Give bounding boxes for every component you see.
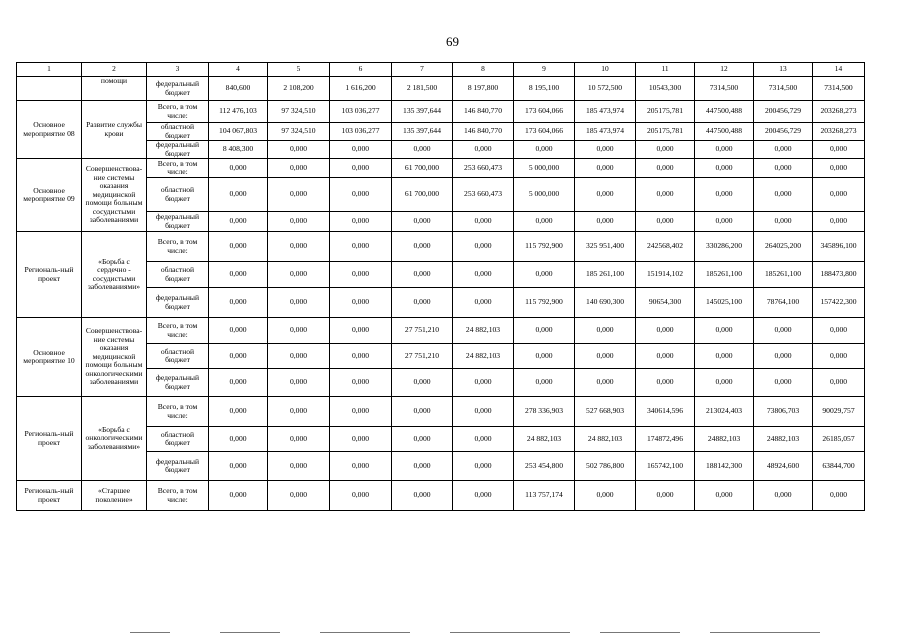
value-cell: 185261,100 bbox=[695, 262, 754, 288]
value-cell: 8 408,300 bbox=[209, 141, 268, 159]
value-cell: 0,000 bbox=[268, 141, 330, 159]
program-item-cell: Основное мероприятие 10 bbox=[17, 318, 82, 397]
value-cell: 264025,200 bbox=[754, 232, 813, 262]
value-cell: 253 454,800 bbox=[514, 452, 575, 481]
value-cell: 140 690,300 bbox=[575, 288, 636, 318]
value-cell: 112 476,103 bbox=[209, 101, 268, 123]
program-name-cell: помощи bbox=[82, 77, 147, 101]
program-name-cell: Совершенствова-ние системы оказания медицинской помощи больным сосудистыми заболеваниями bbox=[82, 159, 147, 232]
value-cell: 0,000 bbox=[330, 178, 392, 212]
value-cell: 330286,200 bbox=[695, 232, 754, 262]
value-cell: 0,000 bbox=[268, 452, 330, 481]
value-cell: 135 397,644 bbox=[392, 123, 453, 141]
value-cell: 173 604,066 bbox=[514, 123, 575, 141]
value-cell: 97 324,510 bbox=[268, 123, 330, 141]
value-cell: 0,000 bbox=[392, 369, 453, 397]
value-cell: 0,000 bbox=[453, 481, 514, 511]
value-cell: 61 700,000 bbox=[392, 178, 453, 212]
value-cell: 0,000 bbox=[392, 288, 453, 318]
value-cell: 0,000 bbox=[636, 212, 695, 232]
value-cell: 0,000 bbox=[636, 344, 695, 369]
value-cell: 0,000 bbox=[268, 178, 330, 212]
value-cell: 78764,100 bbox=[754, 288, 813, 318]
value-cell: 174872,496 bbox=[636, 427, 695, 452]
funding-source-cell: Всего, в том числе: bbox=[147, 159, 209, 178]
value-cell: 242568,402 bbox=[636, 232, 695, 262]
value-cell: 0,000 bbox=[330, 452, 392, 481]
value-cell: 0,000 bbox=[268, 318, 330, 344]
value-cell: 0,000 bbox=[813, 141, 865, 159]
value-cell: 10 572,500 bbox=[575, 77, 636, 101]
value-cell: 0,000 bbox=[636, 369, 695, 397]
value-cell: 0,000 bbox=[636, 178, 695, 212]
program-name-cell: «Борьба с онкологическими заболеваниями» bbox=[82, 397, 147, 481]
value-cell: 0,000 bbox=[330, 318, 392, 344]
table-row bbox=[17, 232, 865, 262]
value-cell: 8 197,800 bbox=[453, 77, 514, 101]
value-cell: 0,000 bbox=[575, 141, 636, 159]
header-cell: 7 bbox=[392, 63, 453, 77]
program-item-cell: Основное мероприятие 09 bbox=[17, 159, 82, 232]
header-cell: 1 bbox=[17, 63, 82, 77]
value-cell: 0,000 bbox=[268, 427, 330, 452]
value-cell: 97 324,510 bbox=[268, 101, 330, 123]
value-cell: 0,000 bbox=[695, 318, 754, 344]
value-cell: 0,000 bbox=[330, 344, 392, 369]
value-cell: 185 261,100 bbox=[575, 262, 636, 288]
value-cell: 0,000 bbox=[209, 262, 268, 288]
value-cell: 0,000 bbox=[575, 212, 636, 232]
value-cell: 0,000 bbox=[813, 178, 865, 212]
value-cell: 151914,102 bbox=[636, 262, 695, 288]
value-cell: 0,000 bbox=[695, 369, 754, 397]
value-cell: 203268,273 bbox=[813, 101, 865, 123]
value-cell: 0,000 bbox=[453, 288, 514, 318]
value-cell: 0,000 bbox=[209, 427, 268, 452]
value-cell: 253 660,473 bbox=[453, 159, 514, 178]
program-item-cell: Основное мероприятие 08 bbox=[17, 101, 82, 159]
value-cell: 135 397,644 bbox=[392, 101, 453, 123]
value-cell: 115 792,900 bbox=[514, 232, 575, 262]
value-cell: 0,000 bbox=[392, 397, 453, 427]
program-name-cell: «Борьба с сердечно - сосудистыми заболеваниями» bbox=[82, 232, 147, 318]
value-cell: 188473,800 bbox=[813, 262, 865, 288]
value-cell: 165742,100 bbox=[636, 452, 695, 481]
value-cell: 0,000 bbox=[209, 212, 268, 232]
value-cell: 0,000 bbox=[209, 344, 268, 369]
value-cell: 8 195,100 bbox=[514, 77, 575, 101]
value-cell: 0,000 bbox=[695, 481, 754, 511]
program-name-cell: «Старшее поколение» bbox=[82, 481, 147, 511]
value-cell: 447500,488 bbox=[695, 101, 754, 123]
header-cell: 11 bbox=[636, 63, 695, 77]
value-cell: 0,000 bbox=[453, 427, 514, 452]
funding-source-cell: областной бюджет bbox=[147, 262, 209, 288]
value-cell: 502 786,800 bbox=[575, 452, 636, 481]
table-row bbox=[17, 77, 865, 101]
value-cell: 145025,100 bbox=[695, 288, 754, 318]
value-cell: 0,000 bbox=[453, 262, 514, 288]
value-cell: 0,000 bbox=[813, 318, 865, 344]
header-cell: 12 bbox=[695, 63, 754, 77]
value-cell: 0,000 bbox=[268, 369, 330, 397]
value-cell: 0,000 bbox=[392, 262, 453, 288]
value-cell: 10543,300 bbox=[636, 77, 695, 101]
value-cell: 61 700,000 bbox=[392, 159, 453, 178]
funding-source-cell: Всего, в том числе: bbox=[147, 101, 209, 123]
table-row bbox=[17, 101, 865, 123]
value-cell: 0,000 bbox=[268, 288, 330, 318]
value-cell: 0,000 bbox=[392, 427, 453, 452]
value-cell: 104 067,803 bbox=[209, 123, 268, 141]
value-cell: 0,000 bbox=[695, 212, 754, 232]
value-cell: 73806,703 bbox=[754, 397, 813, 427]
value-cell: 0,000 bbox=[330, 159, 392, 178]
value-cell: 0,000 bbox=[209, 481, 268, 511]
value-cell: 185 473,974 bbox=[575, 123, 636, 141]
value-cell: 0,000 bbox=[575, 369, 636, 397]
value-cell: 0,000 bbox=[636, 141, 695, 159]
value-cell: 0,000 bbox=[209, 232, 268, 262]
value-cell: 0,000 bbox=[514, 369, 575, 397]
value-cell: 447500,488 bbox=[695, 123, 754, 141]
value-cell: 0,000 bbox=[695, 344, 754, 369]
value-cell: 253 660,473 bbox=[453, 178, 514, 212]
value-cell: 0,000 bbox=[392, 452, 453, 481]
value-cell: 0,000 bbox=[392, 481, 453, 511]
value-cell: 5 000,000 bbox=[514, 178, 575, 212]
program-item-cell bbox=[17, 77, 82, 101]
value-cell: 278 336,903 bbox=[514, 397, 575, 427]
value-cell: 5 000,000 bbox=[514, 159, 575, 178]
program-item-cell: Региональ-ный проект bbox=[17, 232, 82, 318]
value-cell: 7314,500 bbox=[813, 77, 865, 101]
value-cell: 0,000 bbox=[453, 452, 514, 481]
value-cell: 0,000 bbox=[575, 318, 636, 344]
funding-source-cell: Всего, в том числе: bbox=[147, 397, 209, 427]
funding-source-cell: федеральный бюджет bbox=[147, 369, 209, 397]
value-cell: 24882,103 bbox=[695, 427, 754, 452]
funding-source-cell: Всего, в том числе: bbox=[147, 232, 209, 262]
value-cell: 0,000 bbox=[330, 141, 392, 159]
header-cell: 13 bbox=[754, 63, 813, 77]
value-cell: 0,000 bbox=[392, 212, 453, 232]
value-cell: 0,000 bbox=[575, 481, 636, 511]
program-name-cell: Совершенствова-ние системы оказания медицинской помощи больным онкологическими заболеваниями bbox=[82, 318, 147, 397]
value-cell: 63844,700 bbox=[813, 452, 865, 481]
value-cell: 90654,300 bbox=[636, 288, 695, 318]
value-cell: 0,000 bbox=[209, 318, 268, 344]
value-cell: 0,000 bbox=[695, 159, 754, 178]
funding-source-cell: областной бюджет bbox=[147, 427, 209, 452]
value-cell: 205175,781 bbox=[636, 123, 695, 141]
value-cell: 0,000 bbox=[209, 452, 268, 481]
value-cell: 0,000 bbox=[813, 344, 865, 369]
funding-source-cell: Всего, в том числе: bbox=[147, 318, 209, 344]
header-cell: 2 bbox=[82, 63, 147, 77]
value-cell: 0,000 bbox=[330, 481, 392, 511]
value-cell: 0,000 bbox=[754, 178, 813, 212]
value-cell: 0,000 bbox=[453, 397, 514, 427]
value-cell: 173 604,066 bbox=[514, 101, 575, 123]
value-cell: 0,000 bbox=[209, 397, 268, 427]
value-cell: 146 840,770 bbox=[453, 123, 514, 141]
value-cell: 0,000 bbox=[575, 344, 636, 369]
header-cell: 4 bbox=[209, 63, 268, 77]
funding-source-cell: федеральный бюджет bbox=[147, 141, 209, 159]
value-cell: 0,000 bbox=[209, 178, 268, 212]
table-row bbox=[17, 397, 865, 427]
funding-source-cell: федеральный бюджет bbox=[147, 288, 209, 318]
program-item-cell: Региональ-ный проект bbox=[17, 481, 82, 511]
value-cell: 0,000 bbox=[575, 178, 636, 212]
value-cell: 0,000 bbox=[636, 481, 695, 511]
funding-source-cell: областной бюджет bbox=[147, 344, 209, 369]
value-cell: 340614,596 bbox=[636, 397, 695, 427]
value-cell: 0,000 bbox=[754, 318, 813, 344]
value-cell: 345896,100 bbox=[813, 232, 865, 262]
value-cell: 27 751,210 bbox=[392, 318, 453, 344]
value-cell: 7314,500 bbox=[754, 77, 813, 101]
value-cell: 0,000 bbox=[514, 262, 575, 288]
value-cell: 0,000 bbox=[268, 262, 330, 288]
value-cell: 0,000 bbox=[754, 159, 813, 178]
value-cell: 0,000 bbox=[453, 232, 514, 262]
value-cell: 2 181,500 bbox=[392, 77, 453, 101]
value-cell: 0,000 bbox=[453, 369, 514, 397]
value-cell: 103 036,277 bbox=[330, 101, 392, 123]
value-cell: 0,000 bbox=[330, 262, 392, 288]
value-cell: 0,000 bbox=[514, 212, 575, 232]
value-cell: 0,000 bbox=[209, 159, 268, 178]
value-cell: 0,000 bbox=[392, 141, 453, 159]
value-cell: 0,000 bbox=[268, 481, 330, 511]
table-row bbox=[17, 159, 865, 178]
value-cell: 0,000 bbox=[514, 318, 575, 344]
value-cell: 0,000 bbox=[813, 369, 865, 397]
value-cell: 0,000 bbox=[813, 212, 865, 232]
header-cell: 5 bbox=[268, 63, 330, 77]
funding-source-cell: федеральный бюджет bbox=[147, 452, 209, 481]
value-cell: 0,000 bbox=[268, 212, 330, 232]
value-cell: 0,000 bbox=[754, 141, 813, 159]
header-cell: 10 bbox=[575, 63, 636, 77]
value-cell: 0,000 bbox=[754, 344, 813, 369]
value-cell: 90029,757 bbox=[813, 397, 865, 427]
value-cell: 0,000 bbox=[330, 212, 392, 232]
program-name-cell: Развитие службы крови bbox=[82, 101, 147, 159]
value-cell: 0,000 bbox=[813, 159, 865, 178]
value-cell: 115 792,900 bbox=[514, 288, 575, 318]
value-cell: 24 882,103 bbox=[453, 318, 514, 344]
value-cell: 185261,100 bbox=[754, 262, 813, 288]
value-cell: 0,000 bbox=[330, 232, 392, 262]
value-cell: 840,600 bbox=[209, 77, 268, 101]
value-cell: 0,000 bbox=[636, 318, 695, 344]
value-cell: 113 757,174 bbox=[514, 481, 575, 511]
value-cell: 205175,781 bbox=[636, 101, 695, 123]
value-cell: 0,000 bbox=[754, 369, 813, 397]
funding-source-cell: федеральный бюджет bbox=[147, 77, 209, 101]
value-cell: 203268,273 bbox=[813, 123, 865, 141]
value-cell: 200456,729 bbox=[754, 123, 813, 141]
funding-source-cell: Всего, в том числе: bbox=[147, 481, 209, 511]
value-cell: 0,000 bbox=[392, 232, 453, 262]
value-cell: 200456,729 bbox=[754, 101, 813, 123]
value-cell: 27 751,210 bbox=[392, 344, 453, 369]
value-cell: 7314,500 bbox=[695, 77, 754, 101]
value-cell: 0,000 bbox=[330, 369, 392, 397]
value-cell: 48924,600 bbox=[754, 452, 813, 481]
header-cell: 9 bbox=[514, 63, 575, 77]
table-row bbox=[17, 481, 865, 511]
table-row bbox=[17, 318, 865, 344]
header-row bbox=[17, 63, 865, 77]
value-cell: 146 840,770 bbox=[453, 101, 514, 123]
value-cell: 2 108,200 bbox=[268, 77, 330, 101]
value-cell: 0,000 bbox=[575, 159, 636, 178]
value-cell: 24 882,103 bbox=[453, 344, 514, 369]
value-cell: 0,000 bbox=[754, 481, 813, 511]
header-cell: 6 bbox=[330, 63, 392, 77]
value-cell: 0,000 bbox=[268, 159, 330, 178]
value-cell: 0,000 bbox=[813, 481, 865, 511]
value-cell: 0,000 bbox=[453, 212, 514, 232]
header-cell: 3 bbox=[147, 63, 209, 77]
value-cell: 0,000 bbox=[514, 141, 575, 159]
value-cell: 325 951,400 bbox=[575, 232, 636, 262]
funding-source-cell: областной бюджет bbox=[147, 123, 209, 141]
value-cell: 0,000 bbox=[268, 397, 330, 427]
value-cell: 0,000 bbox=[636, 159, 695, 178]
value-cell: 0,000 bbox=[330, 427, 392, 452]
value-cell: 527 668,903 bbox=[575, 397, 636, 427]
value-cell: 24882,103 bbox=[754, 427, 813, 452]
funding-source-cell: областной бюджет bbox=[147, 178, 209, 212]
page-bottom-edge bbox=[130, 632, 830, 638]
value-cell: 26185,057 bbox=[813, 427, 865, 452]
value-cell: 0,000 bbox=[209, 288, 268, 318]
value-cell: 157422,300 bbox=[813, 288, 865, 318]
value-cell: 0,000 bbox=[330, 288, 392, 318]
value-cell: 24 882,103 bbox=[514, 427, 575, 452]
page-number: 69 bbox=[446, 34, 459, 49]
budget-table bbox=[16, 62, 865, 511]
program-item-cell: Региональ-ный проект bbox=[17, 397, 82, 481]
funding-source-cell: федеральный бюджет bbox=[147, 212, 209, 232]
value-cell: 0,000 bbox=[209, 369, 268, 397]
value-cell: 24 882,103 bbox=[575, 427, 636, 452]
value-cell: 0,000 bbox=[330, 397, 392, 427]
value-cell: 0,000 bbox=[695, 141, 754, 159]
value-cell: 188142,300 bbox=[695, 452, 754, 481]
value-cell: 0,000 bbox=[268, 232, 330, 262]
header-cell: 8 bbox=[453, 63, 514, 77]
value-cell: 185 473,974 bbox=[575, 101, 636, 123]
value-cell: 1 616,200 bbox=[330, 77, 392, 101]
value-cell: 103 036,277 bbox=[330, 123, 392, 141]
header-cell: 14 bbox=[813, 63, 865, 77]
value-cell: 213024,403 bbox=[695, 397, 754, 427]
value-cell: 0,000 bbox=[453, 141, 514, 159]
value-cell: 0,000 bbox=[695, 178, 754, 212]
value-cell: 0,000 bbox=[268, 344, 330, 369]
value-cell: 0,000 bbox=[754, 212, 813, 232]
value-cell: 0,000 bbox=[514, 344, 575, 369]
